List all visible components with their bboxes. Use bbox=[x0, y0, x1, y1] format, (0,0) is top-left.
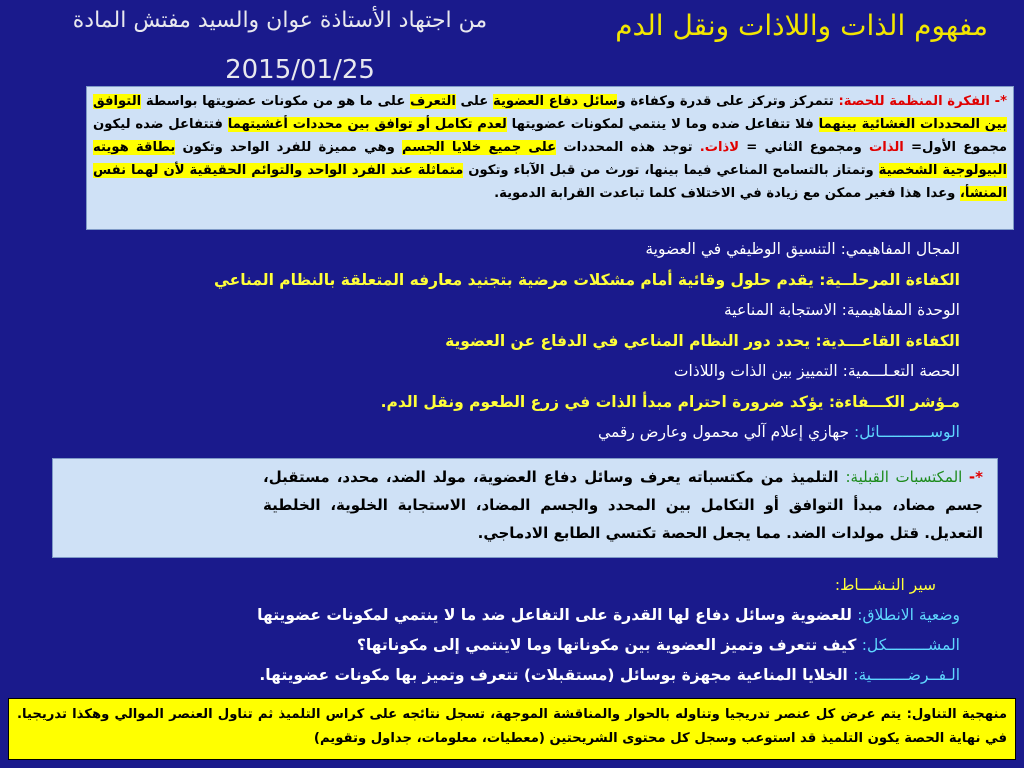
info-label: الحصة التعـلـــمية: bbox=[842, 362, 960, 380]
info-stage-competence bbox=[60, 265, 960, 296]
info-label: الكفاءة القاعـــدية: bbox=[815, 331, 960, 350]
info-value: التنسيق الوظيفي في العضوية bbox=[645, 240, 841, 258]
activity-label: المشـــــــــكل: bbox=[861, 636, 960, 654]
prior-prefix: *- bbox=[968, 468, 983, 486]
idea-text: تتمركز وتركز على قدرة وكفاءة و bbox=[617, 94, 834, 109]
idea-highlight: التوافق بين المحددات الغشائية بينهما bbox=[93, 94, 1007, 132]
activity-label: الـفــرضــــــــية: bbox=[853, 666, 960, 684]
idea-text: على ما هو من مكونات عضويتها بواسطة bbox=[141, 94, 411, 109]
activity-hypothesis bbox=[60, 660, 960, 690]
idea-text: وتمتاز بالتسامح المناعي فيما بينها، تورث من قبل الآباء وتكون bbox=[463, 163, 879, 178]
activity-problem bbox=[60, 630, 960, 660]
lesson-info-list bbox=[60, 234, 960, 448]
info-label: الوســـــــــــائل: bbox=[854, 423, 960, 441]
activity-heading: سير النـشـــاط: bbox=[834, 576, 936, 594]
activity-value: كيف تتعرف وتميز العضوية بين مكوناتها وما لاينتمي إلى مكوناتها؟ bbox=[356, 636, 862, 654]
info-label: مـؤشر الكـــفاءة: bbox=[828, 392, 960, 411]
idea-text: توجد هذه المحددات bbox=[556, 140, 700, 155]
info-value: يقدم حلول وقائية أمام مشكلات مرضية بتجنيد معارفه المتعلقة بالنظام المناعي bbox=[213, 270, 820, 289]
activity-starting-situation bbox=[60, 600, 960, 630]
info-base-competence bbox=[60, 326, 960, 357]
info-value: يؤكد ضرورة احترام مبدأ الذات في زرع الطعوم ونقل الدم. bbox=[380, 392, 829, 411]
idea-prefix: *- bbox=[994, 94, 1007, 109]
idea-text: على bbox=[455, 94, 493, 109]
idea-label: الفكرة المنظمة للحصة: bbox=[838, 94, 990, 109]
idea-highlight: سائل دفاع العضوية bbox=[492, 94, 618, 109]
prior-text: التلميذ من مكتسباته يعرف وسائل دفاع العضوية، مولد الضد، محدد، مستقبل، جسم مضاد، مبدأ التوافق أو التكامل بين المحدد والجسم المضاد، الاستجابة الخلوية، الخلطية التعديل. قتل مولدات الضد. مما يجعل الحصة تكتسي الطابع الادماجي. bbox=[263, 468, 983, 542]
activity-value: للعضوية وسائل دفاع لها القدرة على التفاعل ضد ما لا ينتمي لمكونات عضويتها bbox=[257, 606, 858, 624]
info-value: يحدد دور النظام المناعي في الدفاع عن العضوية bbox=[445, 331, 816, 350]
activity-section bbox=[60, 570, 960, 690]
idea-highlight: التعرف bbox=[410, 94, 456, 109]
idea-text: فلا تتفاعل ضده وما لا ينتمي لمكونات عضويتها bbox=[506, 117, 819, 132]
info-value: التمييز بين الذات واللاذات bbox=[673, 362, 843, 380]
idea-text: وهي مميزة للفرد الواحد وتكون bbox=[175, 140, 402, 155]
prior-label: المكتسبات القبلية: bbox=[845, 468, 969, 486]
info-label: الوحدة المفاهيمية: bbox=[841, 301, 960, 319]
idea-self-term: الذات bbox=[868, 140, 904, 155]
info-conceptual-unit bbox=[60, 295, 960, 326]
idea-highlight: على جميع خلايا الجسم bbox=[401, 140, 557, 155]
activity-value: الخلايا المناعية مجهزة بوسائل (مستقبلات) تتعرف وتميز بها مكونات عضويتها. bbox=[259, 666, 854, 684]
idea-text: فتتفاعل ضده ليكون مجموع الأول= bbox=[93, 117, 1008, 155]
idea-text: وعدا هذا فغير ممكن مع زيادة في الاختلاف كلما تباعدت القرابة الدموية. bbox=[494, 186, 960, 201]
info-learning-session bbox=[60, 356, 960, 387]
idea-text: ومجموع الثاني = bbox=[739, 140, 869, 155]
info-label: الكفاءة المرحلــية: bbox=[819, 270, 960, 289]
info-means bbox=[60, 417, 960, 448]
idea-nonself-term: لاذات. bbox=[699, 140, 740, 155]
activity-label: وضعية الانطلاق: bbox=[857, 606, 960, 624]
info-value: جهازي إعلام آلي محمول وعارض رقمي bbox=[598, 423, 855, 441]
idea-highlight: لعدم تكامل أو توافق بين محددات أغشيتهما bbox=[227, 117, 507, 132]
idea-highlight: بطاقة هويته البيولوجية الشخصية bbox=[93, 140, 1007, 178]
prior-knowledge-box bbox=[52, 458, 998, 558]
author-line: من اجتهاد الأستاذة عوان والسيد مفتش المادة bbox=[72, 8, 488, 33]
date-label: 2015/01/25 bbox=[225, 55, 375, 85]
methodology-box: منهجية التناول: يتم عرض كل عنصر تدريجيا وتناوله بالحوار والمناقشة الموجهة، تسجل نتائجه على كراس التلميذ ثم تناول العنصر الموالي وهكذا تدريجيا. في نهاية الحصة يكون التلميذ قد استوعب وسجل كل محتوى الشريحتين (معطيات، معلومات، جداول وتقويم) bbox=[8, 698, 1016, 760]
info-conceptual-domain bbox=[60, 234, 960, 265]
organizing-idea-box bbox=[86, 86, 1014, 230]
info-value: الاستجابة المناعية bbox=[723, 301, 842, 319]
idea-highlight: متماثلة عند الفرد الواحد والتوائم الحقيقية لأن لهما نفس المنشأ، bbox=[93, 163, 1007, 201]
page-title: مفهوم الذات واللاذات ونقل الدم bbox=[615, 9, 988, 42]
info-competence-indicator bbox=[60, 387, 960, 418]
info-label: المجال المفاهيمي: bbox=[840, 240, 960, 258]
